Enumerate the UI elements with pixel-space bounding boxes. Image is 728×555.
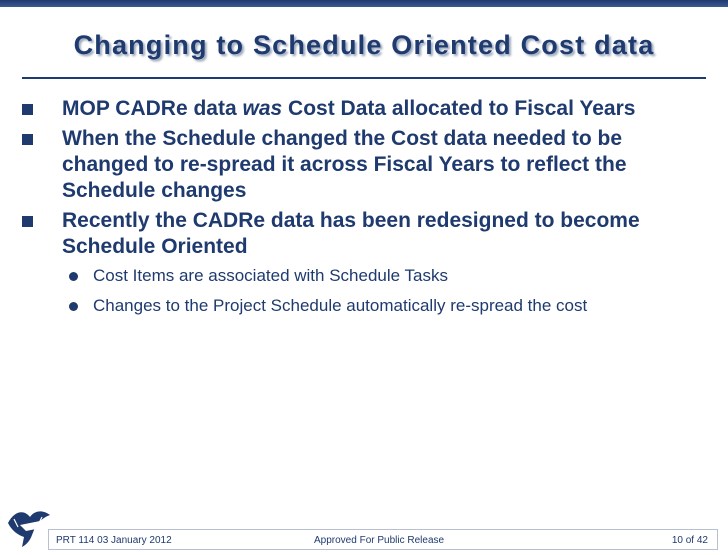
bullet-2-text: When the Schedule changed the Cost data needed to be changed to re-spread it across Fiscal Years to reflect the Schedule changes: [62, 127, 627, 202]
title-divider: [22, 77, 706, 79]
sub-bullet-2-text: Changes to the Project Schedule automatically re-spread the cost: [93, 296, 588, 315]
sub-bullet-1-text: Cost Items are associated with Schedule Tasks: [93, 266, 448, 285]
footer-release-note: Approved For Public Release: [314, 535, 445, 546]
square-bullet-icon: [22, 104, 33, 115]
bullet-2: [62, 126, 688, 204]
page-number: 10 of 42: [671, 535, 708, 546]
bullet-1: [62, 96, 688, 122]
footer-doc-id: PRT 114 03 January 2012: [56, 535, 172, 546]
sub-bullet-2: [93, 294, 698, 318]
sub-bullet-1: [93, 264, 698, 288]
eagle-logo-icon: [6, 505, 52, 549]
bullet-1-text-em: was: [242, 97, 283, 120]
square-bullet-icon: [22, 216, 33, 227]
square-bullet-icon: [22, 134, 33, 145]
bullet-3: [62, 208, 688, 260]
bullet-1-text-pre: MOP CADRe data: [62, 97, 243, 120]
slide-title: Changing to Schedule Oriented Cost data: [73, 30, 655, 60]
bullet-1-text-post: Cost Data allocated to Fiscal Years: [282, 97, 636, 120]
round-bullet-icon: [69, 272, 78, 281]
top-band: [0, 0, 728, 7]
slide-content: [0, 96, 728, 324]
round-bullet-icon: [69, 302, 78, 311]
bullet-3-text: Recently the CADRe data has been redesigned to become Schedule Oriented: [62, 209, 640, 258]
